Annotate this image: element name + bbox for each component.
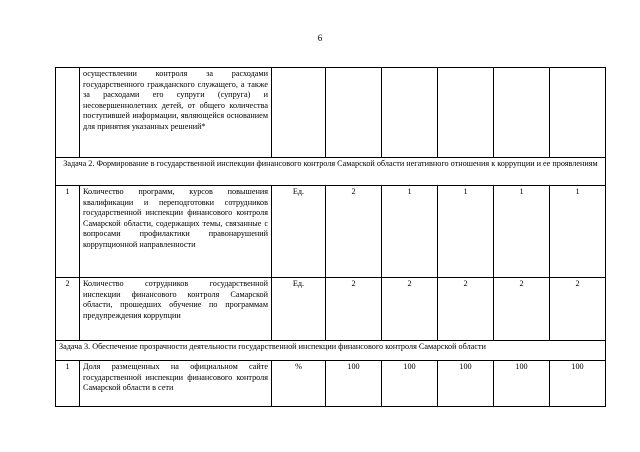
indicator-text: осуществлении контроля за расходами государственного гражданского служащего, а также за расходами его супруги (супруга) и несовершеннолетних детей, от общего количества поступившей информации, являющейся основанием для принятия указанных решений* [80, 68, 272, 158]
indicator-text: Количество сотрудников государственной инспекции финансового контроля Самарской области, прошедших обучение по программам предупреждения коррупции [80, 278, 272, 341]
num-cell [56, 68, 80, 158]
value-cell [326, 68, 382, 158]
value-cell: 100 [438, 361, 494, 407]
value-cell: 1 [550, 186, 606, 278]
unit-cell: Ед. [272, 186, 326, 278]
value-cell: 100 [326, 361, 382, 407]
task-heading-row [56, 158, 606, 186]
page-number: 6 [317, 33, 323, 43]
row-number: 2 [56, 278, 80, 341]
indicator-text: Доля размещенных на официальном сайте государственной инспекции финансового контроля Самарской области в сети [83, 362, 268, 393]
value-cell: 2 [382, 278, 438, 341]
value-cell: 100 [382, 361, 438, 407]
value-cell: 1 [494, 186, 550, 278]
value-cell: 2 [494, 278, 550, 341]
row-number: 1 [56, 186, 80, 278]
indicator-text-cell [80, 361, 272, 407]
table-row [56, 361, 606, 407]
value-cell: 2 [326, 186, 382, 278]
indicator-text: Количество программ, курсов повышения квалификации и переподготовки сотрудников государственной инспекции финансового контроля Самарской области, содержащих темы, связанные с вопросами профилактики правонарушений коррупционной направленности [80, 186, 272, 278]
row-number: 1 [56, 361, 80, 407]
table-row [56, 278, 606, 341]
value-cell: 2 [550, 278, 606, 341]
value-cell [494, 68, 550, 158]
value-cell: 1 [438, 186, 494, 278]
value-cell [550, 68, 606, 158]
value-cell [382, 68, 438, 158]
value-cell: 2 [326, 278, 382, 341]
value-cell: 2 [438, 278, 494, 341]
unit-cell: % [272, 361, 326, 407]
value-cell [438, 68, 494, 158]
value-cell: 100 [494, 361, 550, 407]
task-3-heading: Задача 3. Обеспечение прозрачности деятельности государственной инспекции финансового контроля Самарской области [56, 341, 606, 361]
task-heading-row [56, 341, 606, 361]
table-row [56, 186, 606, 278]
value-cell: 100 [550, 361, 606, 407]
indicators-table [55, 67, 606, 407]
task-2-heading: Задача 2. Формирование в государственной инспекции финансового контроля Самарской области негативного отношения к коррупции и ее проявлениям [56, 158, 606, 186]
unit-cell: Ед. [272, 278, 326, 341]
table-row-continuation [56, 68, 606, 158]
value-cell: 1 [382, 186, 438, 278]
unit-cell [272, 68, 326, 158]
